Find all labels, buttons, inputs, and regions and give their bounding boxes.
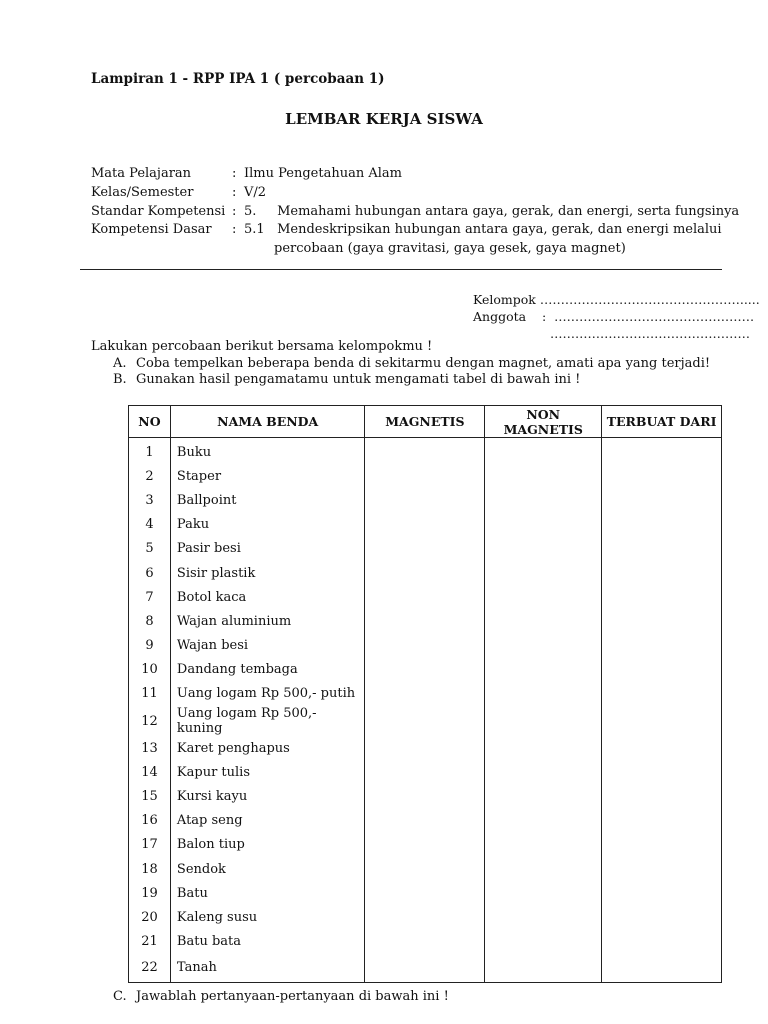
- cell-nama-benda: Pasir besi: [170, 537, 365, 561]
- cell-no: 7: [129, 585, 171, 609]
- table-row: [129, 488, 722, 512]
- cell-non-magnetis[interactable]: [485, 809, 602, 833]
- table-row: [129, 809, 722, 833]
- cell-terbuat-dari[interactable]: [602, 658, 722, 682]
- cell-no: 9: [129, 634, 171, 658]
- table-row: [129, 513, 722, 537]
- cell-magnetis[interactable]: [365, 833, 485, 857]
- page-title: LEMBAR KERJA SISWA: [285, 110, 483, 128]
- appendix-heading: Lampiran 1 - RPP IPA 1 ( percobaan 1): [91, 71, 385, 87]
- cell-nama-benda: Kapur tulis: [170, 760, 365, 784]
- cell-no: 11: [129, 682, 171, 706]
- cell-nama-benda: Staper: [170, 464, 365, 488]
- cell-nama-benda: Ballpoint: [170, 488, 365, 512]
- cell-non-magnetis[interactable]: [485, 881, 602, 905]
- info-label: Standar Kompetensi: [91, 204, 226, 219]
- cell-nama-benda: Dandang tembaga: [170, 658, 365, 682]
- cell-non-magnetis[interactable]: [485, 634, 602, 658]
- cell-no: 15: [129, 784, 171, 808]
- table-row: [129, 930, 722, 954]
- cell-terbuat-dari[interactable]: [602, 809, 722, 833]
- cell-terbuat-dari[interactable]: [602, 954, 722, 983]
- cell-non-magnetis[interactable]: [485, 438, 602, 465]
- cell-magnetis[interactable]: [365, 905, 485, 929]
- table-row: [129, 954, 722, 983]
- cell-nama-benda: Karet penghapus: [170, 736, 365, 760]
- table-row: [129, 609, 722, 633]
- step-letter: B.: [113, 372, 127, 387]
- info-value: Ilmu Pengetahuan Alam: [244, 166, 402, 181]
- cell-non-magnetis[interactable]: [485, 537, 602, 561]
- cell-terbuat-dari[interactable]: [602, 833, 722, 857]
- cell-terbuat-dari[interactable]: [602, 585, 722, 609]
- cell-magnetis[interactable]: [365, 930, 485, 954]
- cell-no: 19: [129, 881, 171, 905]
- info-label: Mata Pelajaran: [91, 166, 192, 181]
- info-label: Kelas/Semester: [91, 185, 194, 200]
- info-value: 5.1 Mendeskripsikan hubungan antara gaya, gerak, dan energi melalui: [244, 222, 722, 237]
- cell-no: 10: [129, 658, 171, 682]
- cell-nama-benda: Botol kaca: [170, 585, 365, 609]
- cell-magnetis[interactable]: [365, 809, 485, 833]
- table-row: [129, 833, 722, 857]
- cell-magnetis[interactable]: [365, 585, 485, 609]
- cell-magnetis[interactable]: [365, 857, 485, 881]
- info-label: Kompetensi Dasar: [91, 222, 212, 237]
- column-header-no: NO: [129, 406, 171, 438]
- cell-magnetis[interactable]: [365, 784, 485, 808]
- cell-non-magnetis[interactable]: [485, 585, 602, 609]
- cell-terbuat-dari[interactable]: [602, 488, 722, 512]
- cell-no: 21: [129, 930, 171, 954]
- cell-non-magnetis[interactable]: [485, 706, 602, 736]
- cell-terbuat-dari[interactable]: [602, 464, 722, 488]
- cell-nama-benda: Sisir plastik: [170, 561, 365, 585]
- table-row: [129, 438, 722, 465]
- table-row: [129, 881, 722, 905]
- info-colon: :: [232, 222, 237, 237]
- cell-nama-benda: Tanah: [170, 954, 365, 983]
- cell-nama-benda: Paku: [170, 513, 365, 537]
- cell-non-magnetis[interactable]: [485, 513, 602, 537]
- question-c-letter: C.: [113, 989, 127, 1004]
- cell-no: 17: [129, 833, 171, 857]
- column-header-terbuat-dari: TERBUAT DARI: [602, 406, 722, 438]
- cell-non-magnetis[interactable]: [485, 784, 602, 808]
- cell-no: 3: [129, 488, 171, 512]
- cell-nama-benda: Wajan besi: [170, 634, 365, 658]
- cell-terbuat-dari[interactable]: [602, 857, 722, 881]
- table-row: [129, 857, 722, 881]
- step-text: Coba tempelkan beberapa benda di sekitarmu dengan magnet, amati apa yang terjadi!: [136, 356, 711, 371]
- cell-terbuat-dari[interactable]: [602, 682, 722, 706]
- cell-non-magnetis[interactable]: [485, 833, 602, 857]
- cell-non-magnetis[interactable]: [485, 857, 602, 881]
- cell-non-magnetis[interactable]: [485, 736, 602, 760]
- cell-non-magnetis[interactable]: [485, 464, 602, 488]
- cell-terbuat-dari[interactable]: [602, 561, 722, 585]
- cell-non-magnetis[interactable]: [485, 760, 602, 784]
- table-header-row: [129, 406, 722, 438]
- group-kelompok-field: Kelompok ………………………………………….....: [473, 292, 760, 307]
- cell-magnetis[interactable]: [365, 438, 485, 465]
- cell-no: 18: [129, 857, 171, 881]
- cell-terbuat-dari[interactable]: [602, 706, 722, 736]
- table-row: [129, 682, 722, 706]
- cell-no: 6: [129, 561, 171, 585]
- cell-terbuat-dari[interactable]: [602, 634, 722, 658]
- cell-non-magnetis[interactable]: [485, 905, 602, 929]
- cell-magnetis[interactable]: [365, 658, 485, 682]
- cell-no: 16: [129, 809, 171, 833]
- instruction-intro: Lakukan percobaan berikut bersama kelompokmu !: [91, 339, 433, 354]
- info-value: 5. Memahami hubungan antara gaya, gerak, dan energi, serta fungsinya: [244, 204, 740, 219]
- cell-magnetis[interactable]: [365, 464, 485, 488]
- cell-nama-benda: Kursi kayu: [170, 784, 365, 808]
- table-row: [129, 537, 722, 561]
- cell-non-magnetis[interactable]: [485, 930, 602, 954]
- cell-non-magnetis[interactable]: [485, 954, 602, 983]
- cell-no: 8: [129, 609, 171, 633]
- cell-terbuat-dari[interactable]: [602, 609, 722, 633]
- group-anggota-line2: …………………………………………: [550, 326, 750, 341]
- table-row: [129, 585, 722, 609]
- table-row: [129, 784, 722, 808]
- cell-terbuat-dari[interactable]: [602, 905, 722, 929]
- column-header-nama-benda: NAMA BENDA: [170, 406, 365, 438]
- cell-magnetis[interactable]: [365, 706, 485, 736]
- cell-magnetis[interactable]: [365, 760, 485, 784]
- cell-non-magnetis[interactable]: [485, 682, 602, 706]
- cell-magnetis[interactable]: [365, 488, 485, 512]
- table-row: [129, 464, 722, 488]
- divider-line: [80, 269, 722, 270]
- table-row: [129, 760, 722, 784]
- cell-no: 2: [129, 464, 171, 488]
- info-colon: :: [232, 185, 237, 200]
- cell-magnetis[interactable]: [365, 537, 485, 561]
- observation-table: [128, 405, 722, 983]
- cell-terbuat-dari[interactable]: [602, 760, 722, 784]
- cell-no: 12: [129, 706, 171, 736]
- cell-nama-benda: Atap seng: [170, 809, 365, 833]
- table-row: [129, 634, 722, 658]
- cell-no: 4: [129, 513, 171, 537]
- column-header-non-magnetis: NON MAGNETIS: [485, 406, 602, 438]
- step-text: Gunakan hasil pengamatamu untuk mengamati tabel di bawah ini !: [136, 372, 581, 387]
- cell-magnetis[interactable]: [365, 736, 485, 760]
- cell-magnetis[interactable]: [365, 881, 485, 905]
- cell-nama-benda: Sendok: [170, 857, 365, 881]
- cell-terbuat-dari[interactable]: [602, 513, 722, 537]
- cell-no: 22: [129, 954, 171, 983]
- table-row: [129, 658, 722, 682]
- cell-nama-benda: Uang logam Rp 500,- kuning: [170, 706, 365, 736]
- cell-terbuat-dari[interactable]: [602, 537, 722, 561]
- cell-no: 5: [129, 537, 171, 561]
- cell-nama-benda: Batu: [170, 881, 365, 905]
- cell-terbuat-dari[interactable]: [602, 438, 722, 465]
- cell-terbuat-dari[interactable]: [602, 881, 722, 905]
- cell-magnetis[interactable]: [365, 682, 485, 706]
- cell-nama-benda: Buku: [170, 438, 365, 465]
- cell-magnetis[interactable]: [365, 609, 485, 633]
- cell-terbuat-dari[interactable]: [602, 784, 722, 808]
- cell-magnetis[interactable]: [365, 513, 485, 537]
- cell-nama-benda: Batu bata: [170, 930, 365, 954]
- table-row: [129, 905, 722, 929]
- cell-magnetis[interactable]: [365, 954, 485, 983]
- cell-nama-benda: Kaleng susu: [170, 905, 365, 929]
- table-row: [129, 561, 722, 585]
- cell-terbuat-dari[interactable]: [602, 736, 722, 760]
- cell-nama-benda: Balon tiup: [170, 833, 365, 857]
- column-header-magnetis: MAGNETIS: [365, 406, 485, 438]
- cell-non-magnetis[interactable]: [485, 488, 602, 512]
- cell-magnetis[interactable]: [365, 634, 485, 658]
- info-colon: :: [232, 204, 237, 219]
- cell-nama-benda: Wajan aluminium: [170, 609, 365, 633]
- cell-no: 13: [129, 736, 171, 760]
- cell-non-magnetis[interactable]: [485, 658, 602, 682]
- cell-non-magnetis[interactable]: [485, 609, 602, 633]
- cell-magnetis[interactable]: [365, 561, 485, 585]
- table-row: [129, 706, 722, 736]
- info-colon: :: [232, 166, 237, 181]
- info-value-continuation: percobaan (gaya gravitasi, gaya gesek, gaya magnet): [274, 241, 626, 256]
- cell-no: 14: [129, 760, 171, 784]
- cell-no: 20: [129, 905, 171, 929]
- cell-no: 1: [129, 438, 171, 465]
- group-anggota-field: Anggota : …………………………………………: [473, 309, 755, 324]
- cell-terbuat-dari[interactable]: [602, 930, 722, 954]
- step-letter: A.: [113, 356, 127, 371]
- cell-non-magnetis[interactable]: [485, 561, 602, 585]
- table-row: [129, 736, 722, 760]
- question-c-text: Jawablah pertanyaan-pertanyaan di bawah ini !: [136, 989, 449, 1004]
- cell-nama-benda: Uang logam Rp 500,- putih: [170, 682, 365, 706]
- info-value: V/2: [244, 185, 267, 200]
